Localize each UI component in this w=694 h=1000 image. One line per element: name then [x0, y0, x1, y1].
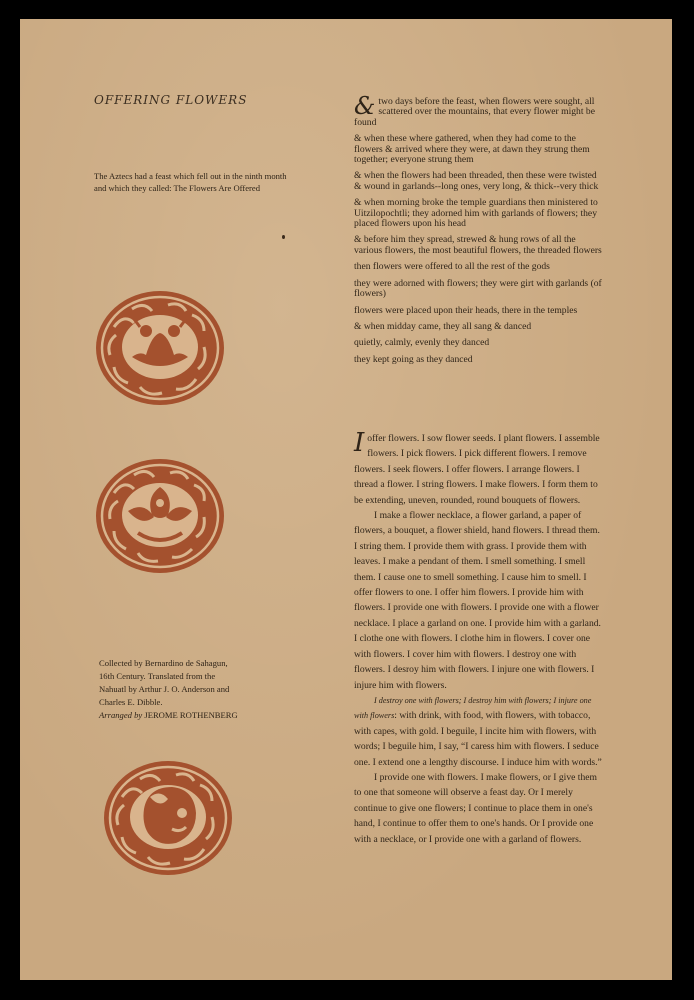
face-stamp-icon [100, 757, 236, 879]
credit-line: Collected by Bernardino de Sahagun, [99, 658, 228, 668]
credit-line: Charles E. Dibble. [99, 697, 163, 707]
poem-stanza: quietly, calmly, evenly they danced [354, 337, 490, 349]
paper-speck [282, 235, 285, 239]
poem-stanza [354, 92, 602, 128]
prose-paragraph [354, 428, 602, 508]
prose-column [354, 428, 602, 847]
poem-stanza: they kept going as they danced [354, 353, 473, 365]
poem-first-line: two days before the feast, when flowers were sought, all scattered over the mountains, that every flower might be found [354, 96, 595, 128]
poem-column [354, 92, 602, 371]
poem-stanza: then flowers were offered to all the rest of the gods [354, 261, 550, 273]
poem-stanza: & when these where gathered, when they had come to the flowers & arrived where they were, at dawn they strung them together; everyone strung them [354, 133, 590, 166]
credit-line: 16th Century. Translated from the [99, 671, 216, 681]
poem-stanza: they were adorned with flowers; they were girt with garlands (of flowers) [354, 277, 602, 300]
prose-paragraph [354, 693, 602, 770]
intro-text: The Aztecs had a feast which fell out in the ninth month and which they called: The Flowers Are Offered [94, 171, 287, 193]
arranged-label: Arranged by [99, 710, 143, 720]
prose-paragraph: I provide one with flowers. I make flowers, or I give them to one that someone will observe a feast day. Or I merely continue to give one flowers; I continue to place them in one's hand, I continue to offer them to one's hands. Or I provide one with a necklace, or I provide one with a garland of flowers. [354, 771, 597, 845]
prose-italic-phrase: I destroy one with flowers; I destroy him with flowers; I injure one with flowers [354, 695, 592, 721]
paper-sheet [20, 19, 672, 980]
prose-first-paragraph: offer flowers. I sow flower seeds. I plant flowers. I assemble flowers. I pick flowers. I pick different flowers. I remove flowers. I seek flowers. I offer flowers. I arrange flowers. I thread a flower. I string flowers. I make flowers. I form them to be extending, uneven, rounded, round bouquets of flowers. [354, 433, 600, 506]
arranged-by-line [99, 709, 319, 722]
prose-paragraph: I make a flower necklace, a flower garland, a paper of flowers, a bouquet, a flower shield, hand flowers. I thread them. I string them. I provide them with grass. I provide them with leaves. I make a pendant of them. I smell something. I smell them. I cause one to smell something. I cause him to smell. I offer flowers to one. I offer him flowers. I provide him with flowers. I provide one with flowers. I provide one with a flower necklace. I place a garland on one. I provide him with a garland. I clothe one with flowers. I clothe him in flowers. I cover one with flowers. I cover him with flowers. I destroy one with flowers. I desroy him with flowers. I injure one with flowers. I injure him with flowers. [354, 510, 601, 691]
poem-stanza: flowers were placed upon their heads, there in the temples [354, 304, 578, 316]
prose-paragraph-rest: : with drink, with food, with flowers, with tobacco, with capes, with gold. I beguile, I incite him with flowers, with words; I beguile him, I say, “I caress him with flowers. I seduce one. I extend one a lengthy discourse. I induce him with words.” [354, 710, 602, 768]
bird-stamp-icon [92, 287, 228, 409]
flower-stamp-icon [92, 455, 228, 577]
credit-line: Nahuatl by Arthur J. O. Anderson and [99, 684, 230, 694]
poem-stanza: & when the flowers had been threaded, then these were twisted & wound in garlands--long ones, very long, & thick--very thick [354, 170, 599, 192]
poem-stanza: & when morning broke the temple guardians then ministered to Uitzilopochtli; they adorned him with garlands of flowers; they placed flowers upon his head [354, 197, 598, 230]
ampersand-drop-cap: & [354, 92, 376, 120]
poem-stanza: & before him they spread, strewed & hung rows of all the various flowers, the most beautiful flowers, the threaded flowers [354, 234, 602, 256]
page-title: OFFERING FLOWERS [94, 93, 248, 107]
prose-drop-cap: I [354, 428, 365, 458]
credits-block [99, 657, 319, 722]
poem-stanza: & when midday came, they all sang & danced [354, 320, 532, 332]
arranger-name: JEROME ROTHENBERG [144, 710, 238, 720]
